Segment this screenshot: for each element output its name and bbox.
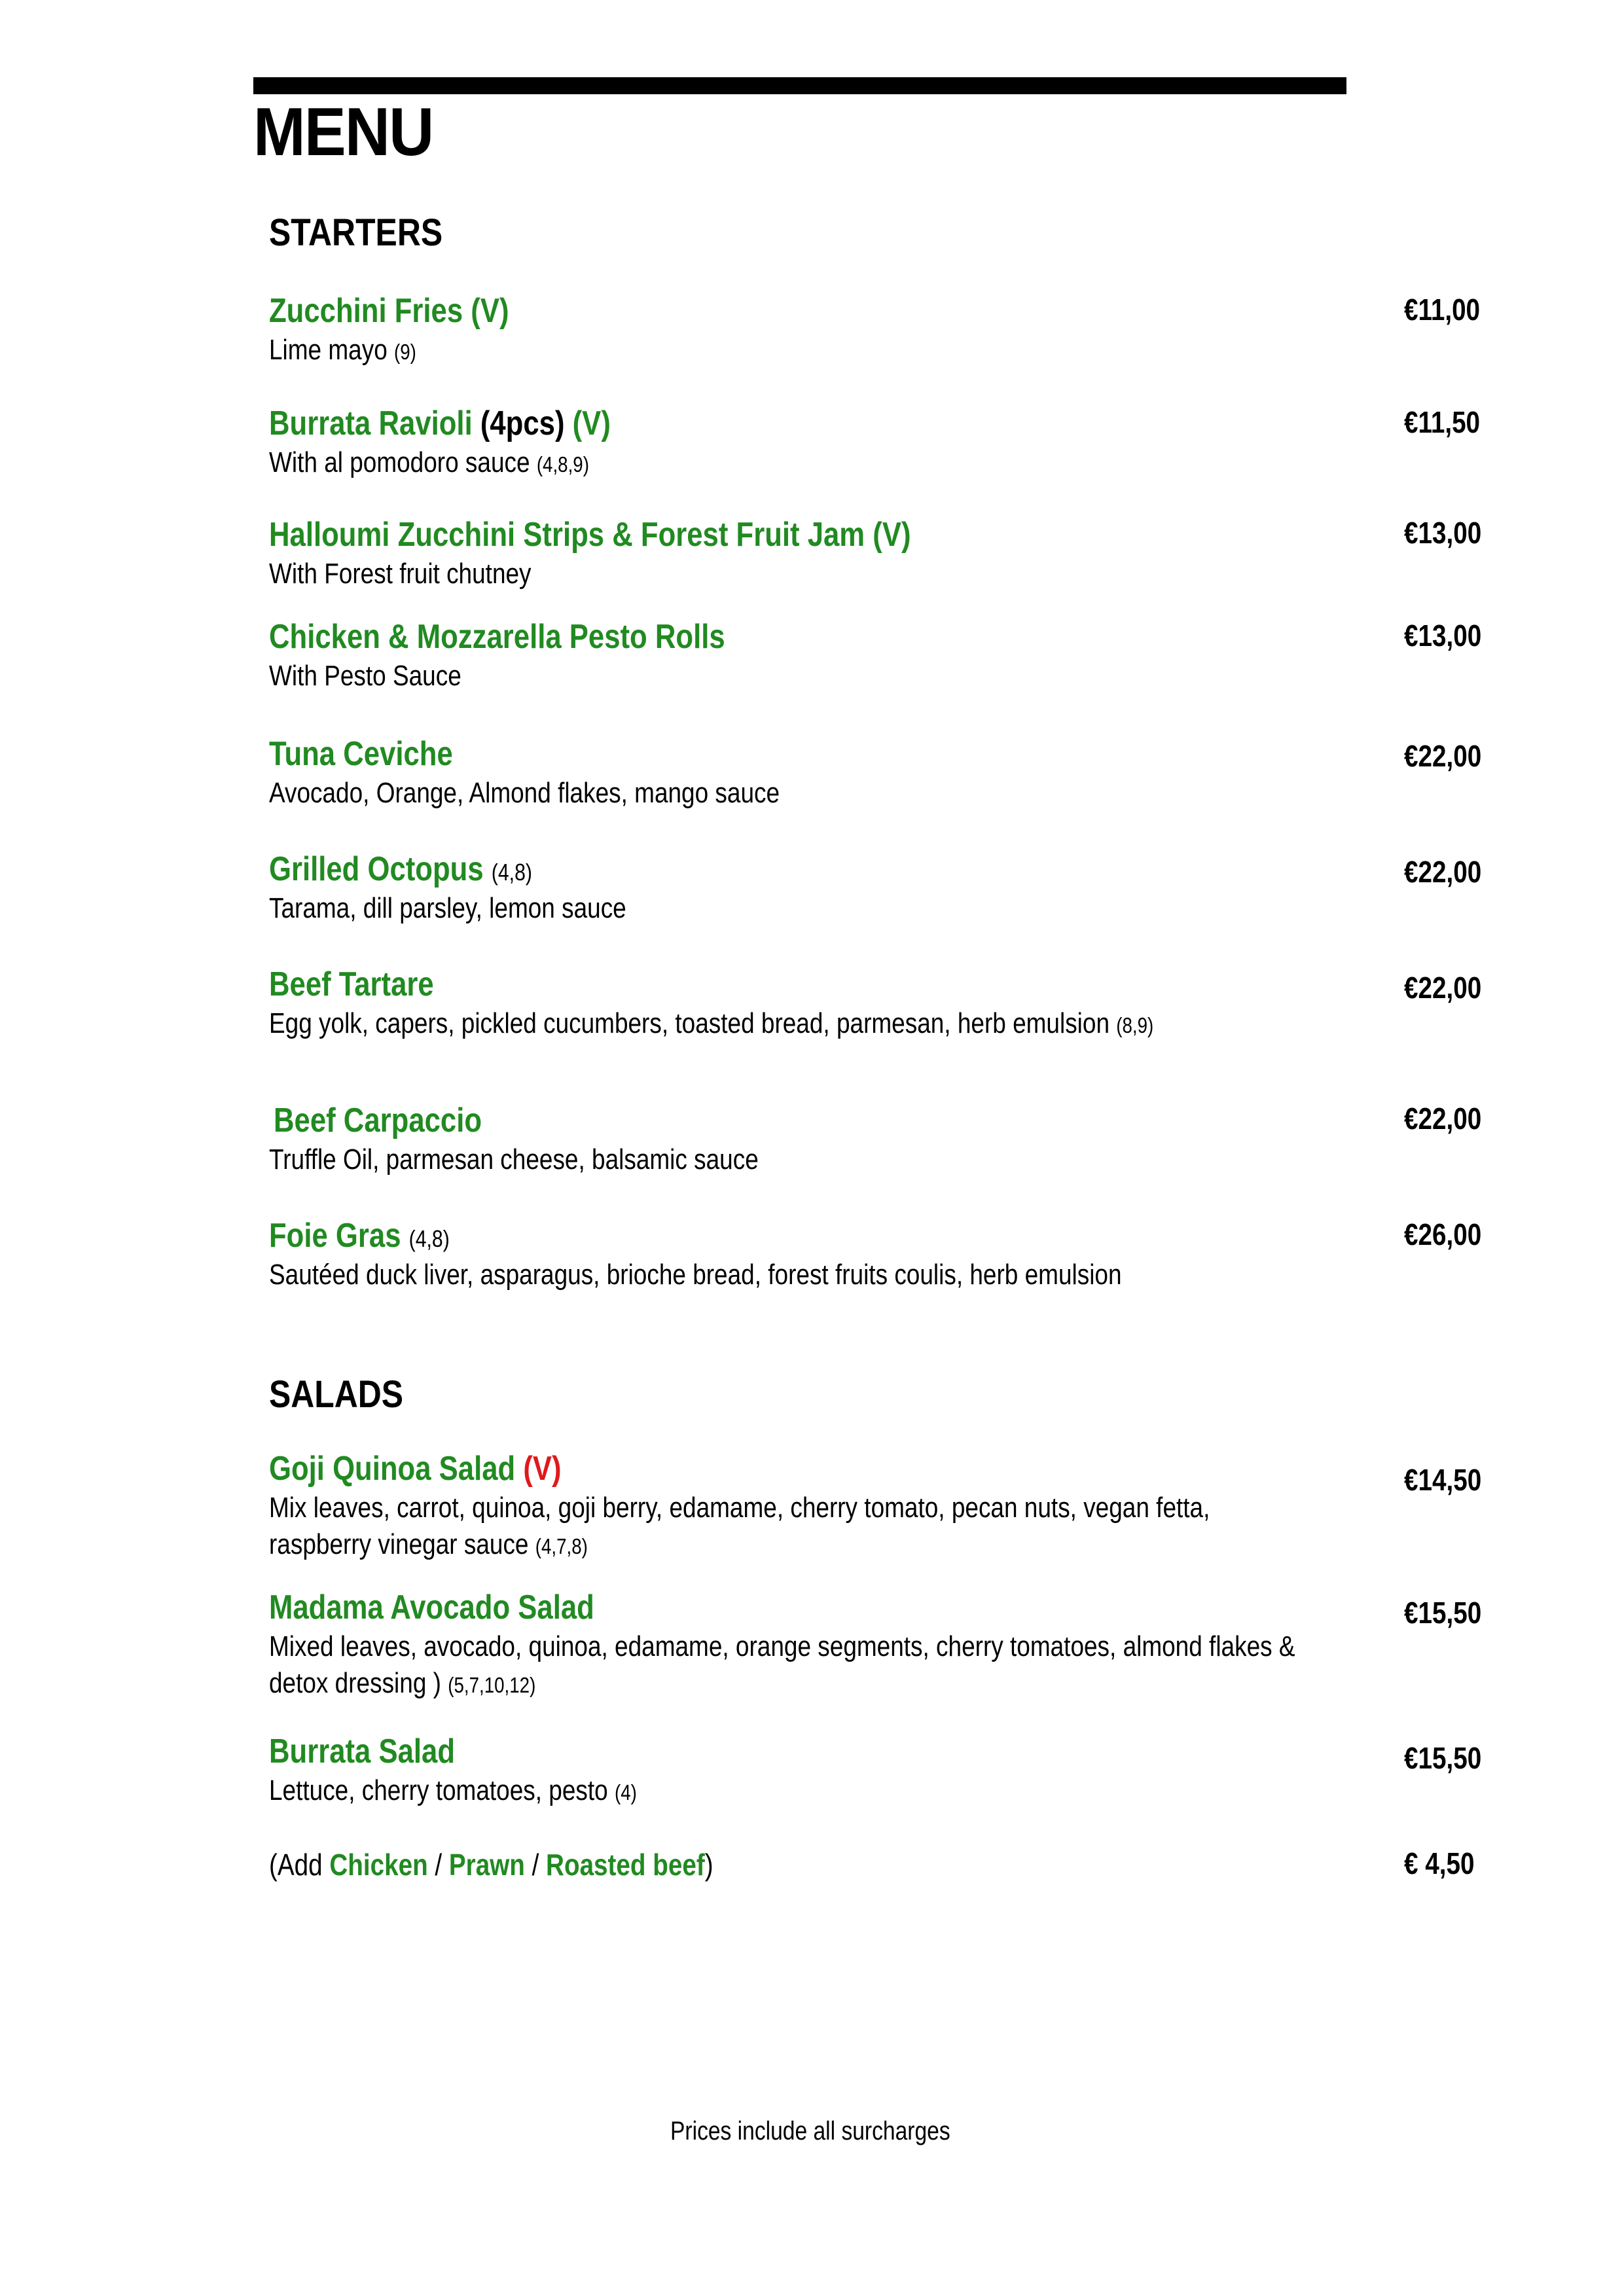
- menu-item: [269, 1219, 1382, 1293]
- menu-item: [269, 406, 1382, 483]
- item-name: Beef Carpaccio: [274, 1102, 482, 1139]
- item-price: €11,50: [1404, 405, 1481, 439]
- menu-item: [269, 620, 1382, 694]
- item-price: €22,00: [1404, 855, 1482, 889]
- page-title: MENU: [253, 94, 433, 170]
- top-rule: [253, 77, 1346, 94]
- item-price: €22,00: [1404, 739, 1482, 773]
- item-description: Lettuce, cherry tomatoes, pesto: [269, 1774, 608, 1806]
- allergen-codes: (4): [614, 1780, 637, 1804]
- item-description: Avocado, Orange, Almond flakes, mango sauce: [269, 777, 780, 809]
- item-description-line-2: raspberry vinegar sauce: [269, 1528, 529, 1560]
- item-description: Truffle Oil, parmesan cheese, balsamic sauce: [269, 1143, 759, 1175]
- item-price: €11,00: [1404, 293, 1481, 327]
- item-description: Tarama, dill parsley, lemon sauce: [269, 892, 626, 924]
- allergen-codes: (4,8,9): [536, 452, 589, 476]
- allergen-codes: (4,8): [491, 859, 532, 886]
- item-price: €15,50: [1404, 1741, 1482, 1775]
- item-description-line-1: Mix leaves, carrot, quinoa, goji berry, edamame, cherry tomato, pecan nuts, vegan fetta,: [269, 1492, 1210, 1524]
- salad-addon-line: (Add Chicken / Prawn / Roasted beef): [269, 1848, 713, 1882]
- item-description: Lime mayo: [269, 334, 388, 366]
- section-heading-starters: STARTERS: [269, 211, 443, 254]
- item-price: €22,00: [1404, 1102, 1482, 1136]
- item-name: Zucchini Fries: [269, 292, 463, 330]
- allergen-codes: (9): [394, 340, 416, 364]
- addon-roasted-beef: Roasted beef: [546, 1848, 705, 1882]
- item-name: Goji Quinoa Salad: [269, 1450, 516, 1488]
- item-price: €13,00: [1404, 619, 1482, 653]
- item-price: €14,50: [1404, 1463, 1482, 1497]
- menu-item: [269, 518, 1382, 592]
- item-description: Egg yolk, capers, pickled cucumbers, toasted bread, parmesan, herb emulsion: [269, 1007, 1110, 1039]
- vegetarian-tag: (V): [523, 1450, 562, 1488]
- vegetarian-tag: (V): [873, 516, 911, 554]
- footer-note: Prices include all surcharges: [670, 2117, 950, 2145]
- item-name: Foie Gras: [269, 1217, 401, 1255]
- item-name: Burrata Salad: [269, 1732, 456, 1770]
- item-description: With al pomodoro sauce: [269, 446, 530, 478]
- item-price: €22,00: [1404, 971, 1482, 1005]
- item-name: Burrata Ravioli: [269, 404, 473, 442]
- item-description-line-2: detox dressing ): [269, 1667, 441, 1699]
- item-description-line-1: Mixed leaves, avocado, quinoa, edamame, orange segments, cherry tomatoes, almond flakes &: [269, 1630, 1295, 1662]
- item-description: Sautéed duck liver, asparagus, brioche bread, forest fruits coulis, herb emulsion: [269, 1259, 1122, 1291]
- item-price: €15,50: [1404, 1596, 1482, 1630]
- section-heading-salads: SALADS: [269, 1373, 404, 1416]
- item-name: Beef Tartare: [269, 965, 434, 1003]
- allergen-codes: (4,8): [408, 1225, 450, 1252]
- item-price: €26,00: [1404, 1217, 1482, 1251]
- item-name: Tuna Ceviche: [269, 735, 453, 773]
- menu-item: [269, 1590, 1382, 1704]
- menu-item: [269, 294, 1382, 370]
- vegetarian-tag: (V): [572, 404, 611, 442]
- item-name: Halloumi Zucchini Strips & Forest Fruit Jam: [269, 516, 865, 554]
- item-name: Chicken & Mozzarella Pesto Rolls: [269, 618, 725, 656]
- allergen-codes: (8,9): [1116, 1013, 1154, 1037]
- menu-item: [269, 1734, 1382, 1811]
- menu-item: [269, 737, 1382, 812]
- item-description: With Pesto Sauce: [269, 660, 461, 692]
- menu-item: [269, 1102, 1386, 1178]
- menu-item: [269, 1452, 1382, 1565]
- allergen-codes: (5,7,10,12): [448, 1673, 536, 1697]
- addon-price: € 4,50: [1404, 1846, 1475, 1880]
- item-price: €13,00: [1404, 516, 1482, 550]
- allergen-codes: (4,7,8): [535, 1534, 588, 1558]
- item-name: Grilled Octopus: [269, 850, 484, 888]
- item-description: With Forest fruit chutney: [269, 558, 532, 590]
- menu-item: [269, 852, 1382, 927]
- vegetarian-tag: (V): [471, 292, 509, 330]
- item-name: Madama Avocado Salad: [269, 1588, 594, 1626]
- addon-prawn: Prawn: [448, 1848, 525, 1882]
- item-quantity: (4pcs): [480, 404, 565, 442]
- addon-chicken: Chicken: [329, 1848, 428, 1882]
- menu-item: [269, 967, 1382, 1044]
